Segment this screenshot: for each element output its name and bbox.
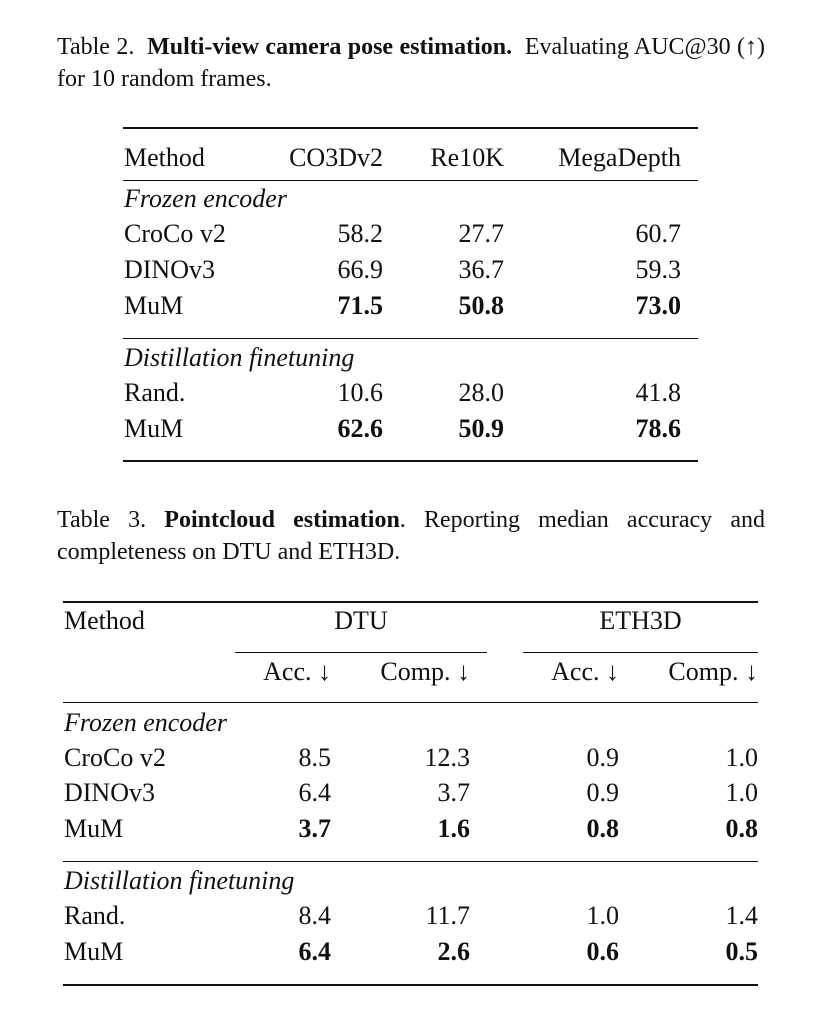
dataset-header-dtu: DTU	[334, 606, 388, 635]
cell-value: 1.0	[725, 743, 758, 772]
table2-caption-text: Evaluating AUC@30 (↑) for 10 random frames.	[57, 34, 766, 92]
cell-value: 1.0	[586, 901, 619, 930]
cell-value: 78.6	[635, 414, 681, 443]
row-method: MuM	[64, 937, 124, 966]
cell-value: 0.9	[586, 778, 619, 807]
cell-value: 10.6	[337, 378, 383, 407]
row-method: MuM	[124, 414, 184, 443]
cell-value: 62.6	[337, 414, 383, 443]
cell-value: 27.7	[458, 219, 504, 248]
table-rule	[123, 127, 698, 129]
cell-value: 50.9	[458, 414, 504, 443]
cell-value: 3.7	[437, 778, 470, 807]
cell-value: 0.9	[586, 743, 619, 772]
subcolumn-header: Comp. ↓	[668, 657, 758, 686]
row-method: CroCo v2	[64, 743, 166, 772]
table3-caption	[57, 504, 765, 568]
column-header-method: Method	[64, 606, 145, 635]
cell-value: 50.8	[458, 291, 504, 320]
table-rule	[235, 652, 487, 653]
cell-value: 0.6	[586, 937, 619, 966]
table3-caption-label: Table 3.	[57, 507, 147, 533]
table2-caption-title: Multi-view camera pose estimation.	[147, 34, 513, 60]
cell-value: 11.7	[425, 901, 470, 930]
row-method: DINOv3	[124, 255, 215, 284]
cell-value: 8.5	[298, 743, 331, 772]
cell-value: 12.3	[424, 743, 470, 772]
table-rule	[123, 338, 698, 339]
cell-value: 0.8	[725, 814, 758, 843]
group-label: Frozen encoder	[124, 184, 287, 213]
group-label: Frozen encoder	[64, 708, 227, 737]
cell-value: 58.2	[337, 219, 383, 248]
column-header: CO3Dv2	[289, 143, 383, 172]
table3-caption-title: Pointcloud estimation	[164, 507, 400, 533]
table3-caption-text: . Reporting median accuracy and completeness on DTU and ETH3D.	[57, 507, 765, 565]
dataset-header-eth3d: ETH3D	[599, 606, 682, 635]
cell-value: 60.7	[635, 219, 681, 248]
cell-value: 73.0	[635, 291, 681, 320]
row-method: MuM	[64, 814, 124, 843]
subcolumn-header: Comp. ↓	[380, 657, 470, 686]
group-label: Distillation finetuning	[64, 866, 295, 895]
column-header: MegaDepth	[558, 143, 681, 172]
table2-caption-label: Table 2.	[57, 34, 135, 60]
cell-value: 1.6	[437, 814, 470, 843]
table2-caption	[57, 31, 765, 95]
cell-value: 1.4	[725, 901, 758, 930]
table-rule	[523, 652, 758, 653]
cell-value: 6.4	[298, 937, 331, 966]
cell-value: 36.7	[458, 255, 504, 284]
subcolumn-header: Acc. ↓	[551, 657, 619, 686]
cell-value: 1.0	[725, 778, 758, 807]
group-label: Distillation finetuning	[124, 343, 355, 372]
row-method: Rand.	[124, 378, 186, 407]
cell-value: 41.8	[635, 378, 681, 407]
cell-value: 3.7	[298, 814, 331, 843]
cell-value: 66.9	[337, 255, 383, 284]
cell-value: 28.0	[458, 378, 504, 407]
column-header-method: Method	[124, 143, 205, 172]
cell-value: 0.5	[725, 937, 758, 966]
cell-value: 0.8	[586, 814, 619, 843]
cell-value: 71.5	[337, 291, 383, 320]
column-header: Re10K	[430, 143, 504, 172]
table-rule	[63, 601, 758, 603]
cell-value: 2.6	[437, 937, 470, 966]
row-method: CroCo v2	[124, 219, 226, 248]
cell-value: 59.3	[635, 255, 681, 284]
table-rule	[63, 861, 758, 862]
row-method: DINOv3	[64, 778, 155, 807]
row-method: MuM	[124, 291, 184, 320]
cell-value: 6.4	[298, 778, 331, 807]
table-rule	[123, 180, 698, 181]
subcolumn-header: Acc. ↓	[263, 657, 331, 686]
row-method: Rand.	[64, 901, 126, 930]
table-rule	[123, 460, 698, 462]
table-rule	[63, 984, 758, 986]
cell-value: 8.4	[298, 901, 331, 930]
table-rule	[63, 702, 758, 703]
